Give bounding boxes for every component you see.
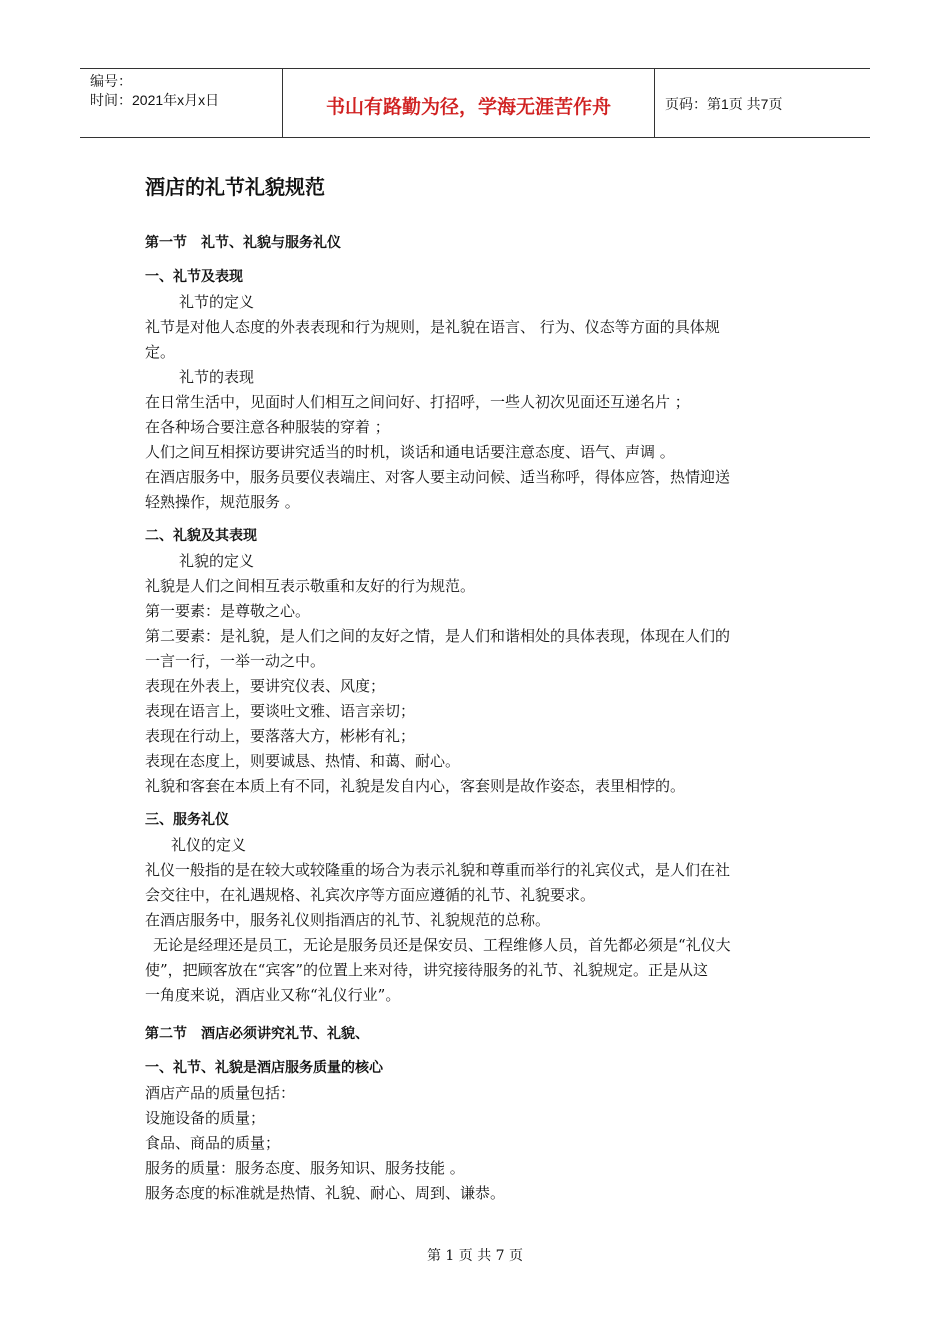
number-label: 编号： bbox=[90, 73, 132, 89]
paragraph: 表现在语言上，要谈吐文雅、语言亲切； bbox=[145, 702, 416, 720]
paragraph: 表现在态度上，则要诚恳、热情、和蔼、耐心。 bbox=[145, 752, 461, 770]
header-page-cell bbox=[655, 69, 870, 137]
paragraph: 礼节是对他人态度的外表表现和行为规则，是礼貌在语言、 行为、仪态等方面的具体规 bbox=[145, 318, 720, 336]
paragraph: 定。 bbox=[145, 343, 176, 361]
motto: 书山有路勤为径，学海无涯苦作舟 bbox=[325, 96, 611, 118]
paragraph: 一言一行，一举一动之中。 bbox=[145, 652, 326, 670]
paragraph: 轻熟操作，规范服务 。 bbox=[145, 493, 300, 511]
paragraph: 无论是经理还是员工，无论是服务员还是保安员、工程维修人员，首先都必须是“礼仪大 bbox=[153, 936, 731, 954]
paragraph: 第一要素：是尊敬之心。 bbox=[145, 602, 311, 620]
time-label: 时间：2021年x月x日 bbox=[90, 92, 220, 108]
paragraph: 服务的质量：服务态度、服务知识、服务技能 。 bbox=[145, 1159, 465, 1177]
paragraph: 在酒店服务中，服务员要仪表端庄、对客人要主动问候、适当称呼，得体应答，热情迎送 bbox=[145, 468, 731, 486]
paragraph: 使”，把顾客放在“宾客”的位置上来对待，讲究接待服务的礼节、礼貌规定。正是从这 bbox=[145, 961, 709, 979]
page-header bbox=[80, 68, 870, 138]
paragraph: 在酒店服务中，服务礼仪则指酒店的礼节、礼貌规范的总称。 bbox=[145, 911, 551, 929]
etiquette-def-label: 礼节的定义 bbox=[179, 293, 255, 311]
document-body bbox=[145, 170, 810, 1206]
paragraph: 设施设备的质量； bbox=[145, 1109, 266, 1127]
paragraph: 在日常生活中，见面时人们相互之间问好、打招呼，一些人初次见面还互递名片 ； bbox=[145, 393, 690, 411]
section-2-part-1-heading: 一、礼节、礼貌是酒店服务质量的核心 bbox=[145, 1060, 383, 1076]
paragraph: 会交往中，在礼遇规格、礼宾次序等方面应遵循的礼节、礼貌要求。 bbox=[145, 886, 596, 904]
header-motto-cell bbox=[282, 69, 655, 137]
paragraph: 第二要素：是礼貌，是人们之间的友好之情，是人们和谐相处的具体表现，体现在人们的 bbox=[145, 627, 731, 645]
paragraph: 服务态度的标准就是热情、礼貌、耐心、周到、谦恭。 bbox=[145, 1184, 506, 1202]
ritual-def-label: 礼仪的定义 bbox=[171, 836, 247, 854]
part-2-heading: 二、礼貌及其表现 bbox=[145, 528, 257, 544]
paragraph: 礼貌和客套在本质上有不同，礼貌是发自内心，客套则是故作姿态，表里相悖的。 bbox=[145, 777, 686, 795]
part-1-heading: 一、礼节及表现 bbox=[145, 269, 243, 285]
document-title: 酒店的礼节礼貌规范 bbox=[145, 175, 325, 199]
part-3-heading: 三、服务礼仪 bbox=[145, 812, 229, 828]
paragraph: 人们之间互相探访要讲究适当的时机，谈话和通电话要注意态度、语气、声调 。 bbox=[145, 443, 675, 461]
paragraph: 一角度来说，酒店业又称“礼仪行业”。 bbox=[145, 986, 401, 1004]
paragraph: 酒店产品的质量包括： bbox=[145, 1084, 296, 1102]
section-1-heading: 第一节 礼节、礼貌与服务礼仪 bbox=[145, 235, 341, 251]
paragraph: 在各种场合要注意各种服装的穿着 ； bbox=[145, 418, 390, 436]
paragraph: 表现在外表上，要讲究仪表、风度； bbox=[145, 677, 386, 695]
courtesy-def-label: 礼貌的定义 bbox=[179, 552, 255, 570]
paragraph: 礼仪一般指的是在较大或较隆重的场合为表示礼貌和尊重而举行的礼宾仪式，是人们在社 bbox=[145, 861, 731, 879]
paragraph: 表现在行动上，要落落大方，彬彬有礼； bbox=[145, 727, 416, 745]
header-meta bbox=[80, 69, 282, 137]
paragraph: 礼貌是人们之间相互表示敬重和友好的行为规范。 bbox=[145, 577, 476, 595]
section-2-heading: 第二节 酒店必须讲究礼节、礼貌、 bbox=[145, 1026, 369, 1042]
page-footer: 第 1 页 共 7 页 bbox=[426, 1248, 524, 1264]
page-info: 页码：第1页 共7页 bbox=[665, 96, 783, 112]
paragraph: 食品、商品的质量； bbox=[145, 1134, 281, 1152]
etiquette-show-label: 礼节的表现 bbox=[179, 368, 255, 386]
